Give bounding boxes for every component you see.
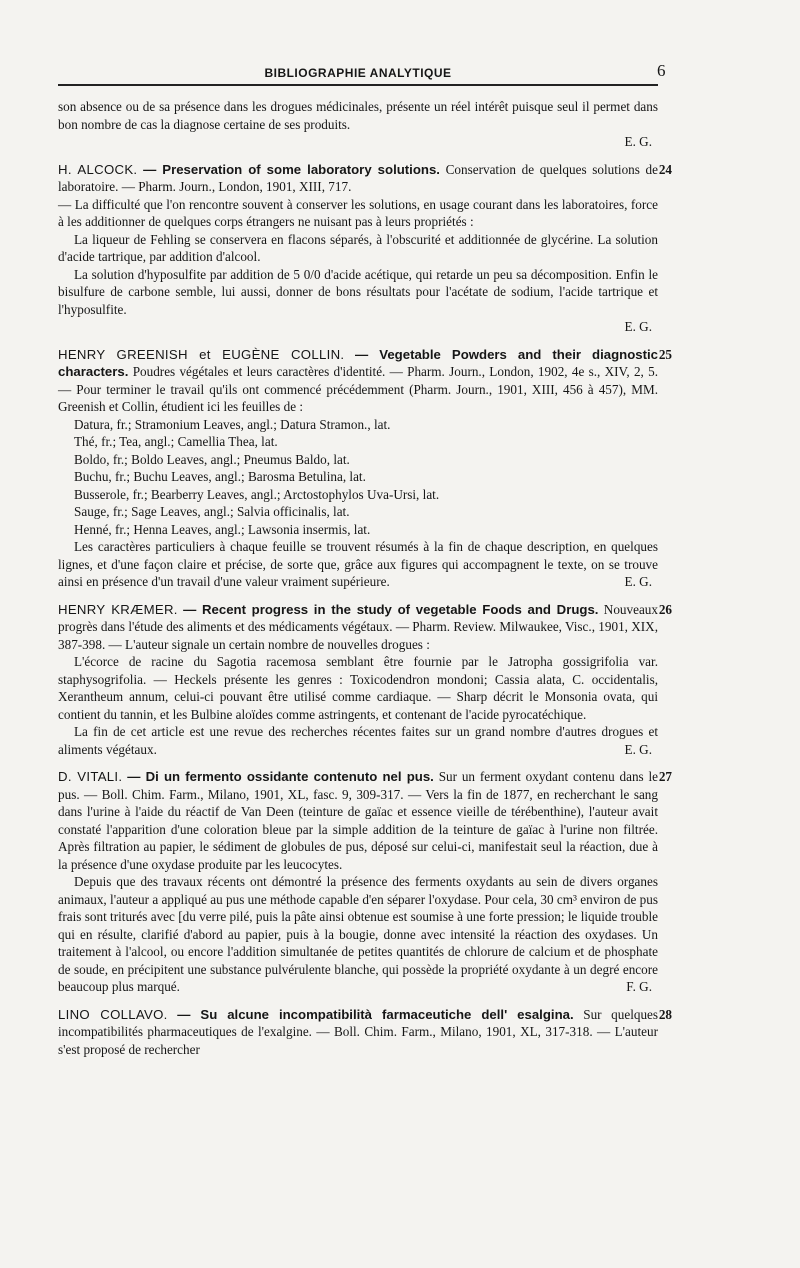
list-item: Boldo, fr.; Boldo Leaves, angl.; Pneumus Baldo, lat.	[74, 451, 350, 467]
list-item: Datura, fr.; Stramonium Leaves, angl.; Datura Stramon., lat.	[74, 416, 391, 432]
article-citation: Sur un ferment oxydant contenu dans le pus. — Boll. Chim. Farm., Milano, 1901, XL, fasc. 9, 309-317. — Vers la fin de 1877, en recherchant le sang dans l'urine à l'aide du réactif de Van Deen (teinture de gaïac et essence vieille de térébenthine), l'auteur avait constaté l'apparition d'une coloration bleue par la simple addition de la teinture de gaïac à l'urine non filtrée. Après filtration au papier, le sédiment de globules de pus, déposé sur celui-ci, manifestait seul la réaction, due à la présence d'une oxydase produite par les leucocytes.	[58, 769, 659, 872]
article-title: — Di un fermento ossidante contenuto nel pus.	[127, 769, 434, 784]
article-citation: Sur quelques incompatibilités pharmaceutiques de l'exalgine. — Boll. Chim. Farm., Milano, 1901, XL, 317-318. — L'auteur s'est proposé de rechercher	[58, 1006, 659, 1057]
intro-paragraph	[58, 98, 658, 151]
article-number: 27	[658, 769, 672, 784]
article-signature: F. G.	[626, 979, 652, 994]
article-paragraph: Depuis que des travaux récents ont démontré la présence des ferments oxydants au sein de divers organes animaux, l'auteur a appliqué au pus une méthode capable d'en séparer l'oxydase. Pour cela, 30 cm³ environ de pus frais sont triturés avec [du verre pilé, puis la pâte ainsi obtenue est soumise à une forte pression; le liquide trouble qui en résulte, clarifié d'abord au papier, puis à la bougie, donne avec intensité la réaction des oxydases. Un traitement à l'alcool, ou encore l'addition simultanée de petites quantités de chlorure de calcium et de phosphate de soude, en précipitent une substance pulvérulente blanche, qui possède la propriété oxydante à un degré encore beaucoup plus marqué.	[58, 874, 658, 994]
list-item: Buchu, fr.; Buchu Leaves, angl.; Barosma Betulina, lat.	[74, 469, 366, 484]
list-item: Sauge, fr.; Sage Leaves, angl.; Salvia officinalis, lat.	[74, 504, 350, 519]
article-number: 26	[658, 601, 672, 617]
article-number: 25	[658, 346, 672, 362]
list-item: Busserole, fr.; Bearberry Leaves, angl.; Arctostophylos Uva-Ursi, lat.	[74, 486, 440, 502]
article-paragraph: Les caractères particuliers à chaque feuille se trouvent résumés à la fin de chaque description, en quelques lignes, et d'une façon claire et précise, de sorte que, grâce aux figures qui accompagnent le texte, on se trouve ainsi en présence d'un travail d'une valeur vraiment supérieure.	[58, 539, 658, 589]
article-entry	[58, 768, 672, 996]
running-header	[58, 61, 666, 86]
article-signature: E. G.	[624, 741, 652, 757]
leaf-list	[58, 416, 658, 539]
article-number: 24	[658, 161, 672, 177]
article-entry	[58, 1006, 672, 1059]
page	[58, 61, 672, 1068]
article-paragraph: La solution d'hyposulfite par addition de 5 0/0 d'acide acétique, qui retarde un peu sa décomposition. Enfin le bisulfure de carbone semble, lui aussi, donner de bons résultats pour l'acétate de sodium, l'acide tartrique et l'hyposulfite.	[58, 266, 658, 317]
list-item: Thé, fr.; Tea, angl.; Camellia Thea, lat.	[74, 434, 278, 449]
article-author: H. ALCOCK.	[58, 161, 138, 177]
article-number: 28	[658, 1006, 672, 1022]
article-signature: E. G.	[624, 319, 652, 334]
article-title: — Vegetable Powders and their diagnostic characters.	[58, 346, 658, 379]
article-paragraph: La fin de cet article est une revue des recherches récentes faites sur un grand nombre d'autres drogues et aliments végétaux.	[58, 724, 658, 757]
article-title: — Recent progress in the study of vegetable Foods and Drugs.	[183, 601, 599, 617]
article-paragraph: — La difficulté que l'on rencontre souvent à conserver les solutions, en usage courant dans les laboratoires, force à les additionner de quelques corps étrangers ne nuisant pas à leurs propriétés :	[58, 196, 658, 229]
article-title: — Su alcune incompatibilità farmaceutiche dell' esalgina.	[177, 1006, 574, 1022]
article-entry	[58, 601, 672, 759]
article-paragraph: L'écorce de racine du Sagotia racemosa semblant être fournie par le Jatropha gossigrifolia var. staphysogrifolia. — Heckels présente les genres : Toxicodendron mondoni; Cassia alata, C. occidentalis, Xerantheum annum, celui-ci pouvant être utilisé comme cardiaque. — Sharp décrit le Monsonia ovata, qui contient du tannin, et les Bulbine aloïdes comme astringents, et contenant de l'acide pyrocatéchique.	[58, 654, 658, 722]
article-citation: Poudres végétales et leurs caractères d'identité. — Pharm. Journ., London, 1902, 4e s., XIV, 2, 5. — Pour terminer le travail qu'ils ont commencé précédemment (Pharm. Journ., 1901, XIII, 456 à 457), MM. Greenish et Collin, étudient ici les feuilles de :	[58, 364, 659, 414]
article-author: D. VITALI.	[58, 769, 123, 784]
list-item: Henné, fr.; Henna Leaves, angl.; Lawsonia insermis, lat.	[74, 521, 371, 537]
header-title: BIBLIOGRAPHIE ANALYTIQUE	[264, 66, 452, 80]
article-title: — Preservation of some laboratory solutions.	[143, 161, 440, 177]
article-author: LINO COLLAVO.	[58, 1006, 168, 1022]
article-author: HENRY GREENISH et EUGÈNE COLLIN.	[58, 346, 345, 362]
article-author: HENRY KRÆMER.	[58, 601, 178, 617]
article-citation: Conservation de quelques solutions de laboratoire. — Pharm. Journ., London, 1901, XIII, 717.	[58, 161, 658, 194]
intro-signature: E. G.	[624, 134, 652, 149]
intro-text: son absence ou de sa présence dans les drogues médicinales, présente un réel intérêt puisque seul il permet dans bon nombre de cas la diagnose certaine de ses produits.	[58, 99, 658, 132]
article-signature: E. G.	[624, 574, 652, 589]
article-citation: Nouveaux progrès dans l'étude des aliments et des médicaments végétaux. — Pharm. Review. Milwaukee, Visc., 1901, XIX, 387-398. — L'auteur signale un certain nombre de nouvelles drogues :	[58, 601, 659, 652]
page-number: 6	[657, 61, 666, 80]
article-entry	[58, 161, 672, 336]
article-entry	[58, 346, 672, 591]
article-paragraph: La liqueur de Fehling se conservera en flacons séparés, à l'obscurité et additionnée de glycérine. La solution d'acide tartrique, par addition d'alcool.	[58, 231, 658, 264]
